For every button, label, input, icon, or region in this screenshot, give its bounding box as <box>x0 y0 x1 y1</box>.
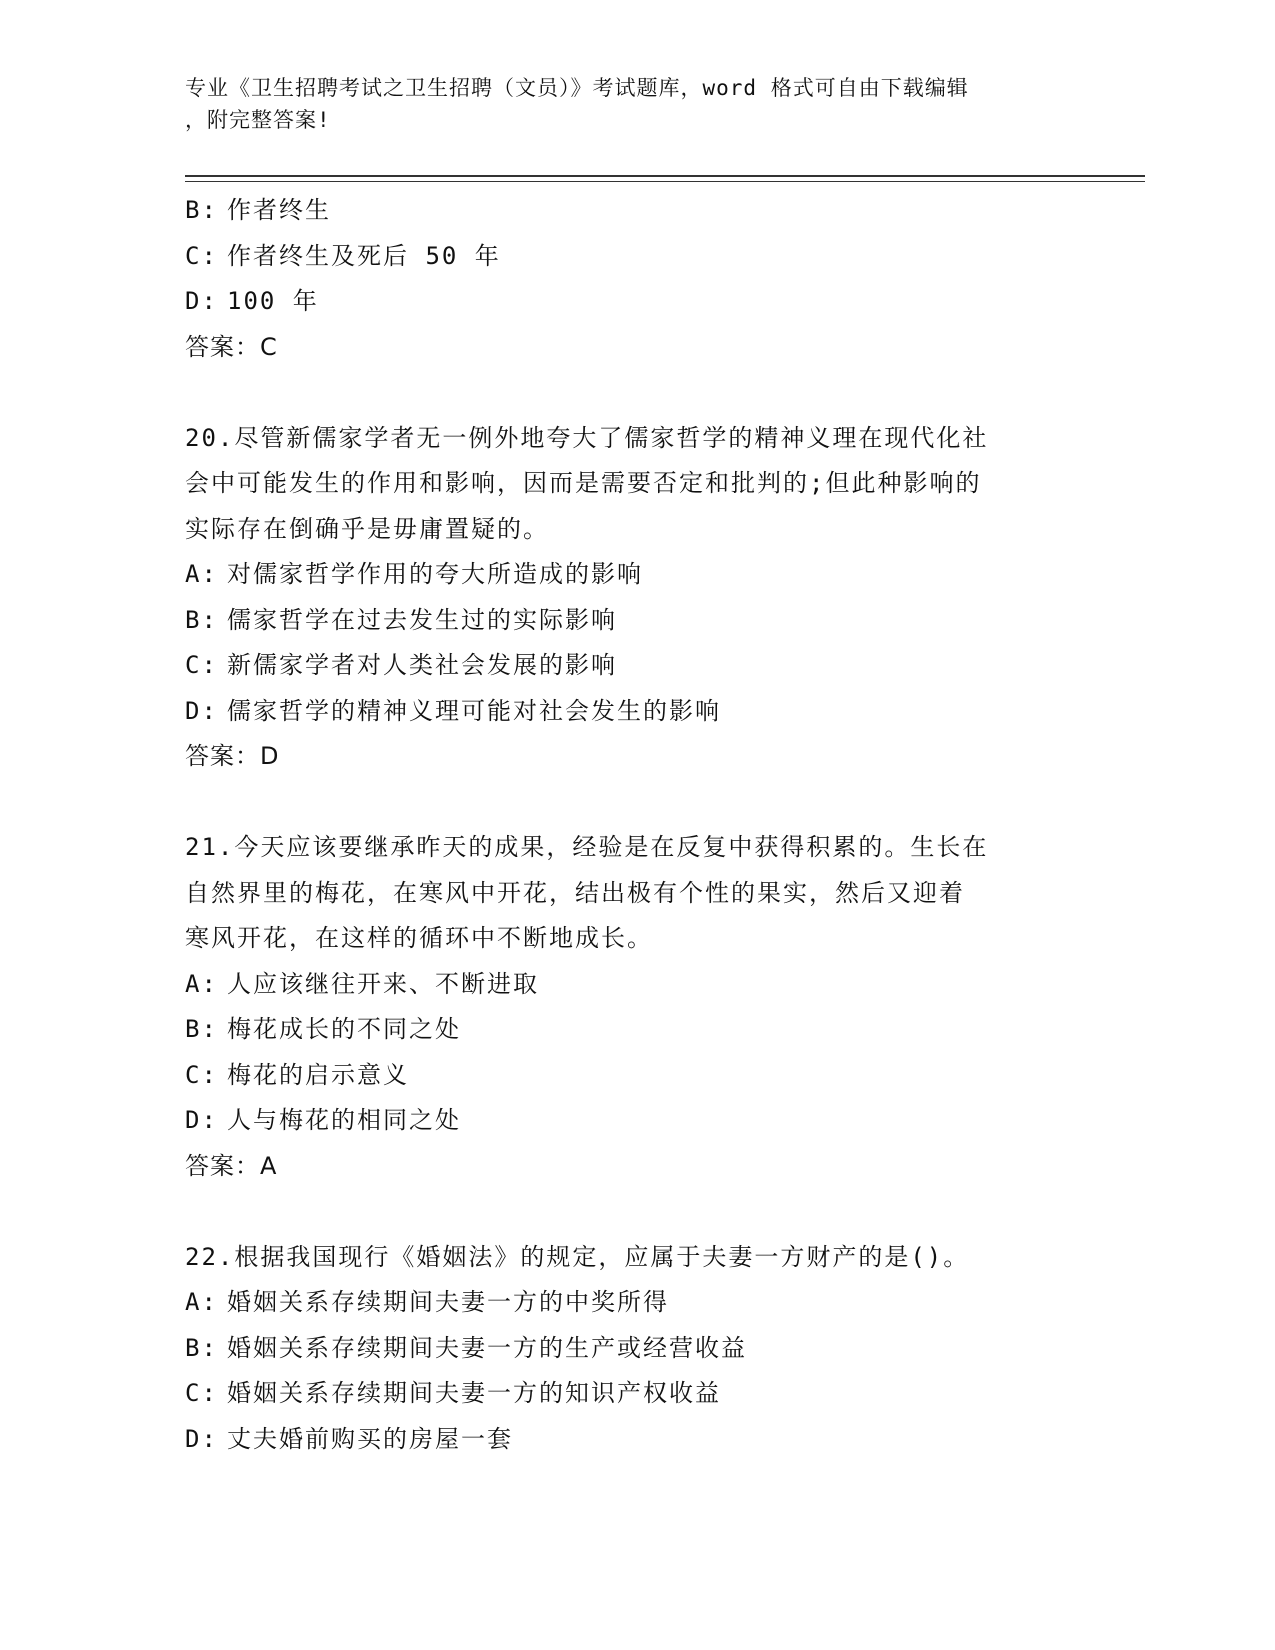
option-a <box>185 552 1085 598</box>
answer-line: 答案：D <box>185 742 280 770</box>
option-tag: B: <box>185 1015 218 1043</box>
spacer <box>185 1189 1085 1235</box>
question-stem-line: 实际存在倒确乎是毋庸置疑的。 <box>185 514 549 543</box>
option-c <box>185 643 1085 689</box>
option-text: 作者终生及死后 50 年 <box>227 241 501 270</box>
option-tag: D: <box>185 696 218 725</box>
option-text: 丈夫婚前购买的房屋一套 <box>227 1424 513 1453</box>
option-b <box>185 598 1085 644</box>
option-tag: C: <box>185 1060 218 1089</box>
option-d <box>185 1098 1085 1144</box>
option-b <box>185 1007 1085 1053</box>
option-tag: C: <box>185 241 218 270</box>
option-text: 梅花成长的不同之处 <box>227 1015 461 1043</box>
option-d <box>185 1417 1085 1463</box>
option-text: 梅花的启示意义 <box>227 1060 409 1089</box>
question-stem-line: 21.今天应该要继承昨天的成果，经验是在反复中获得积累的。生长在 <box>185 833 989 861</box>
option-a <box>185 1280 1085 1326</box>
option-text: 新儒家学者对人类社会发展的影响 <box>227 651 617 679</box>
option-d <box>185 279 1085 325</box>
option-tag: D: <box>185 1424 218 1453</box>
header-divider <box>185 175 1145 177</box>
question-stem-line: 寒风开花，在这样的循环中不断地成长。 <box>185 924 653 952</box>
option-tag: A: <box>185 969 218 998</box>
header-line-2: ，附完整答案! <box>185 108 331 132</box>
option-text: 婚姻关系存续期间夫妻一方的生产或经营收益 <box>227 1333 747 1362</box>
option-tag: B: <box>185 196 218 224</box>
option-c <box>185 1371 1085 1417</box>
document-header <box>185 72 1085 136</box>
option-text: 100 年 <box>227 287 319 315</box>
option-tag: D: <box>185 1106 218 1134</box>
question-stem-line: 会中可能发生的作用和影响，因而是需要否定和批判的;但此种影响的 <box>185 469 982 497</box>
option-tag: B: <box>185 1333 218 1362</box>
answer-line: 答案：A <box>185 1151 278 1180</box>
question-stem-line: 自然界里的梅花，在寒风中开花，结出极有个性的果实，然后又迎着 <box>185 878 965 907</box>
option-d <box>185 689 1085 735</box>
header-divider-thin <box>185 181 1145 182</box>
option-tag: C: <box>185 1379 218 1407</box>
option-text: 人应该继往开来、不断进取 <box>227 969 539 998</box>
option-tag: D: <box>185 287 218 315</box>
option-c <box>185 1053 1085 1099</box>
header-line-1: 专业《卫生招聘考试之卫生招聘（文员）》考试题库，word 格式可自由下载编辑 <box>185 76 969 100</box>
spacer <box>185 780 1085 826</box>
option-tag: A: <box>185 560 218 588</box>
option-b <box>185 188 1085 234</box>
document-body <box>185 188 1085 1462</box>
option-a <box>185 962 1085 1008</box>
option-tag: B: <box>185 605 218 634</box>
option-text: 儒家哲学在过去发生过的实际影响 <box>227 605 617 634</box>
option-text: 人与梅花的相同之处 <box>227 1106 461 1134</box>
question-stem-line: 22.根据我国现行《婚姻法》的规定，应属于夫妻一方财产的是()。 <box>185 1242 970 1271</box>
option-text: 作者终生 <box>227 196 331 224</box>
answer-line: 答案：C <box>185 332 278 361</box>
option-tag: C: <box>185 651 218 679</box>
option-text: 婚姻关系存续期间夫妻一方的知识产权收益 <box>227 1379 721 1407</box>
option-text: 儒家哲学的精神义理可能对社会发生的影响 <box>227 696 721 725</box>
option-text: 对儒家哲学作用的夸大所造成的影响 <box>227 560 643 588</box>
option-c <box>185 234 1085 280</box>
question-stem-line: 20.尽管新儒家学者无一例外地夸大了儒家哲学的精神义理在现代化社 <box>185 423 989 452</box>
option-tag: A: <box>185 1288 218 1316</box>
option-text: 婚姻关系存续期间夫妻一方的中奖所得 <box>227 1288 669 1316</box>
spacer <box>185 370 1085 416</box>
option-b <box>185 1326 1085 1372</box>
